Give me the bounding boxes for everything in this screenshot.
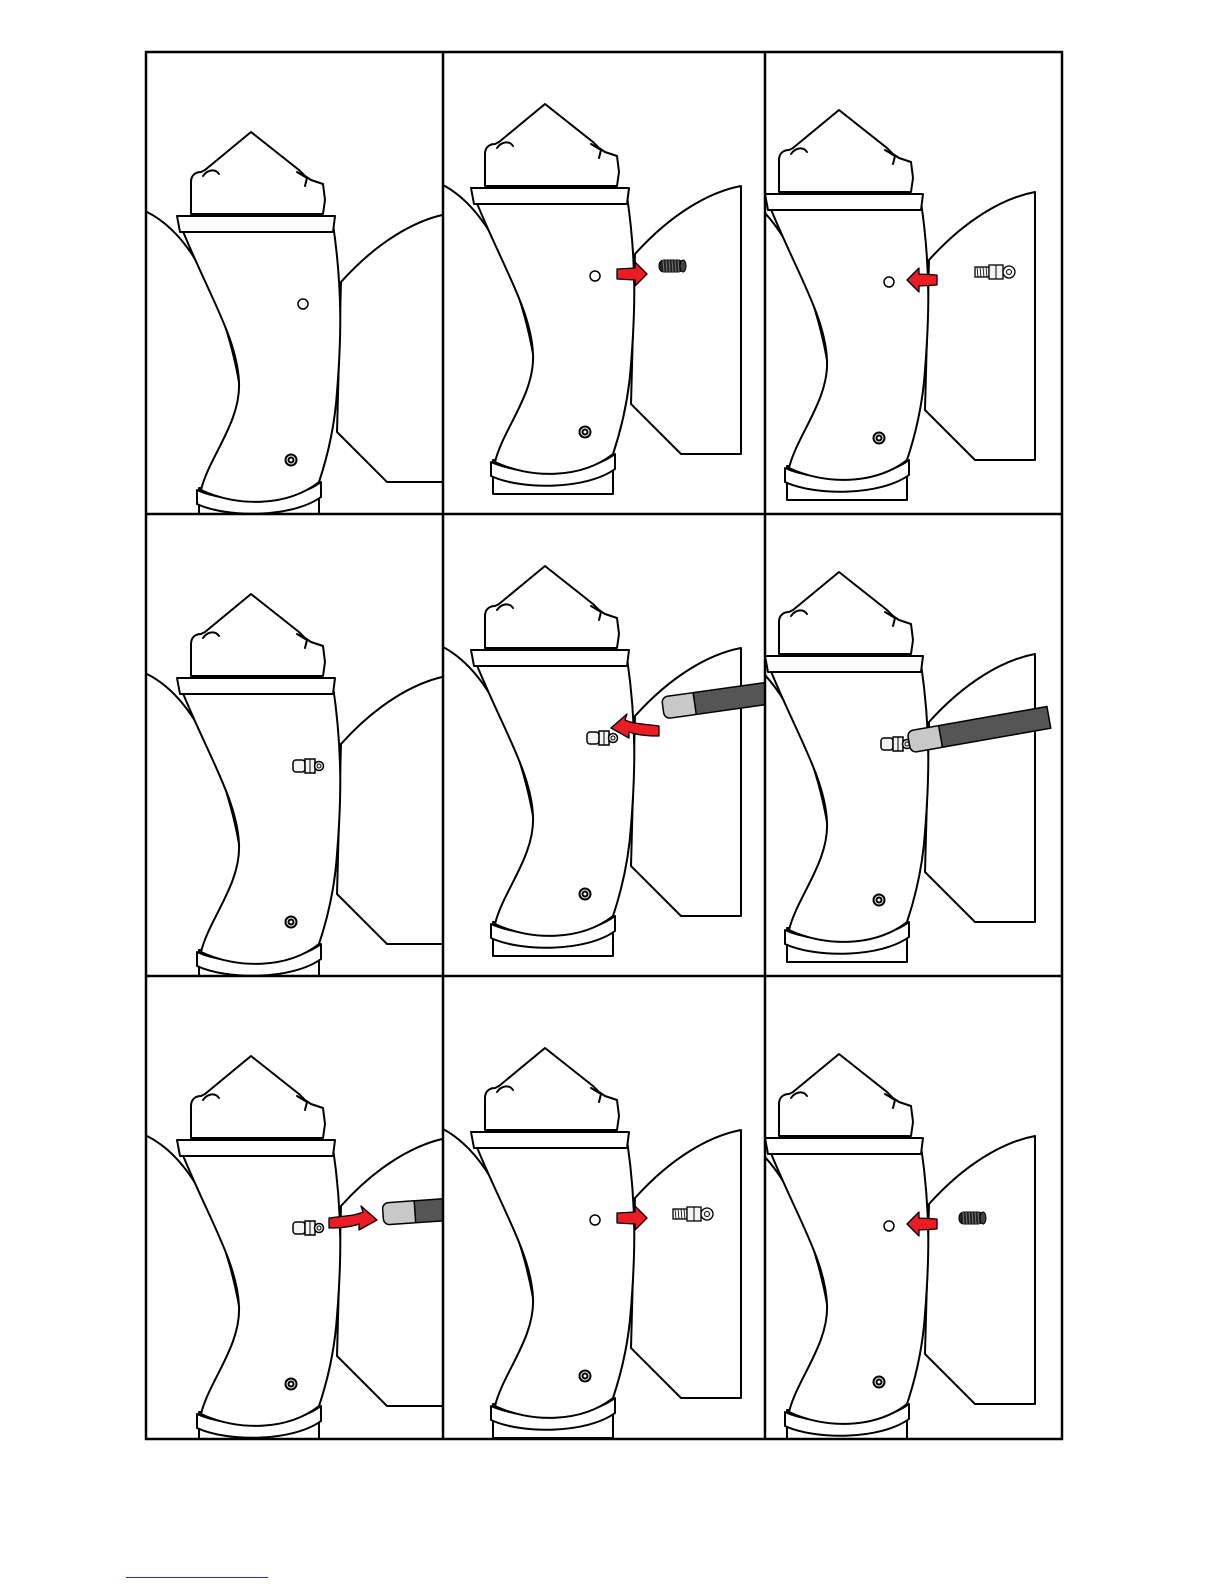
step-panel-8 — [441, 1048, 741, 1438]
bottom-screw — [580, 889, 591, 900]
bottom-screw — [286, 1379, 297, 1390]
bottom-screw — [874, 1377, 885, 1388]
bottom-screw — [580, 1371, 591, 1382]
joint-cap — [779, 572, 913, 654]
upper-band — [765, 656, 923, 672]
link-body — [474, 196, 634, 474]
grease-nipple-loose — [673, 1207, 713, 1221]
step-panel-4 — [147, 594, 447, 984]
joint-cap — [485, 1048, 619, 1130]
port-hole — [298, 299, 308, 309]
bottom-screw — [874, 895, 885, 906]
upper-band — [765, 1138, 923, 1154]
joint-cap — [485, 104, 619, 186]
footer-rule — [126, 1577, 268, 1578]
right-arm-outline — [337, 214, 447, 482]
right-arm-outline — [337, 676, 447, 944]
joint-cap — [779, 110, 913, 192]
grease-nipple — [881, 737, 912, 751]
bottom-screw — [874, 433, 885, 444]
step-panel-6 — [735, 572, 1051, 962]
step-panel-3 — [735, 110, 1035, 500]
port-hole — [884, 277, 894, 287]
port-hole — [590, 271, 600, 281]
joint-cap — [779, 1054, 913, 1136]
upper-band — [471, 188, 629, 204]
bottom-screw — [286, 917, 297, 928]
bottom-screw — [286, 455, 297, 466]
link-body — [768, 202, 928, 480]
step-panel-2 — [441, 104, 741, 494]
set-screw — [959, 1212, 986, 1224]
link-body — [180, 224, 340, 502]
bottom-screw — [580, 427, 591, 438]
right-arm-outline — [925, 192, 1035, 460]
right-arm-outline — [631, 1130, 741, 1398]
upper-band — [471, 1132, 629, 1148]
port-hole — [590, 1215, 600, 1225]
step-panel-9 — [735, 1054, 1035, 1444]
upper-band — [765, 194, 923, 210]
grease-nipple — [587, 731, 618, 745]
upper-band — [177, 1140, 335, 1156]
joint-cap — [485, 566, 619, 648]
link-body — [180, 1148, 340, 1426]
link-body — [768, 1146, 928, 1424]
port-hole — [884, 1221, 894, 1231]
step-panel-1 — [147, 132, 447, 522]
step-panel-5 — [441, 566, 835, 956]
right-arm-outline — [631, 186, 741, 454]
link-body — [768, 664, 928, 942]
right-arm-outline — [925, 1136, 1035, 1404]
upper-band — [471, 650, 629, 666]
grease-nipple — [293, 1221, 324, 1235]
joint-cap — [191, 1056, 325, 1138]
right-arm-outline — [925, 654, 1035, 922]
grease-nipple-loose — [975, 265, 1015, 279]
upper-band — [177, 216, 335, 232]
right-arm-outline — [337, 1138, 447, 1406]
set-screw — [659, 260, 686, 272]
link-body — [474, 1140, 634, 1418]
joint-cap — [191, 594, 325, 676]
grease-nipple — [293, 759, 324, 773]
upper-band — [177, 678, 335, 694]
joint-cap — [191, 132, 325, 214]
link-body — [474, 658, 634, 936]
link-body — [180, 686, 340, 964]
